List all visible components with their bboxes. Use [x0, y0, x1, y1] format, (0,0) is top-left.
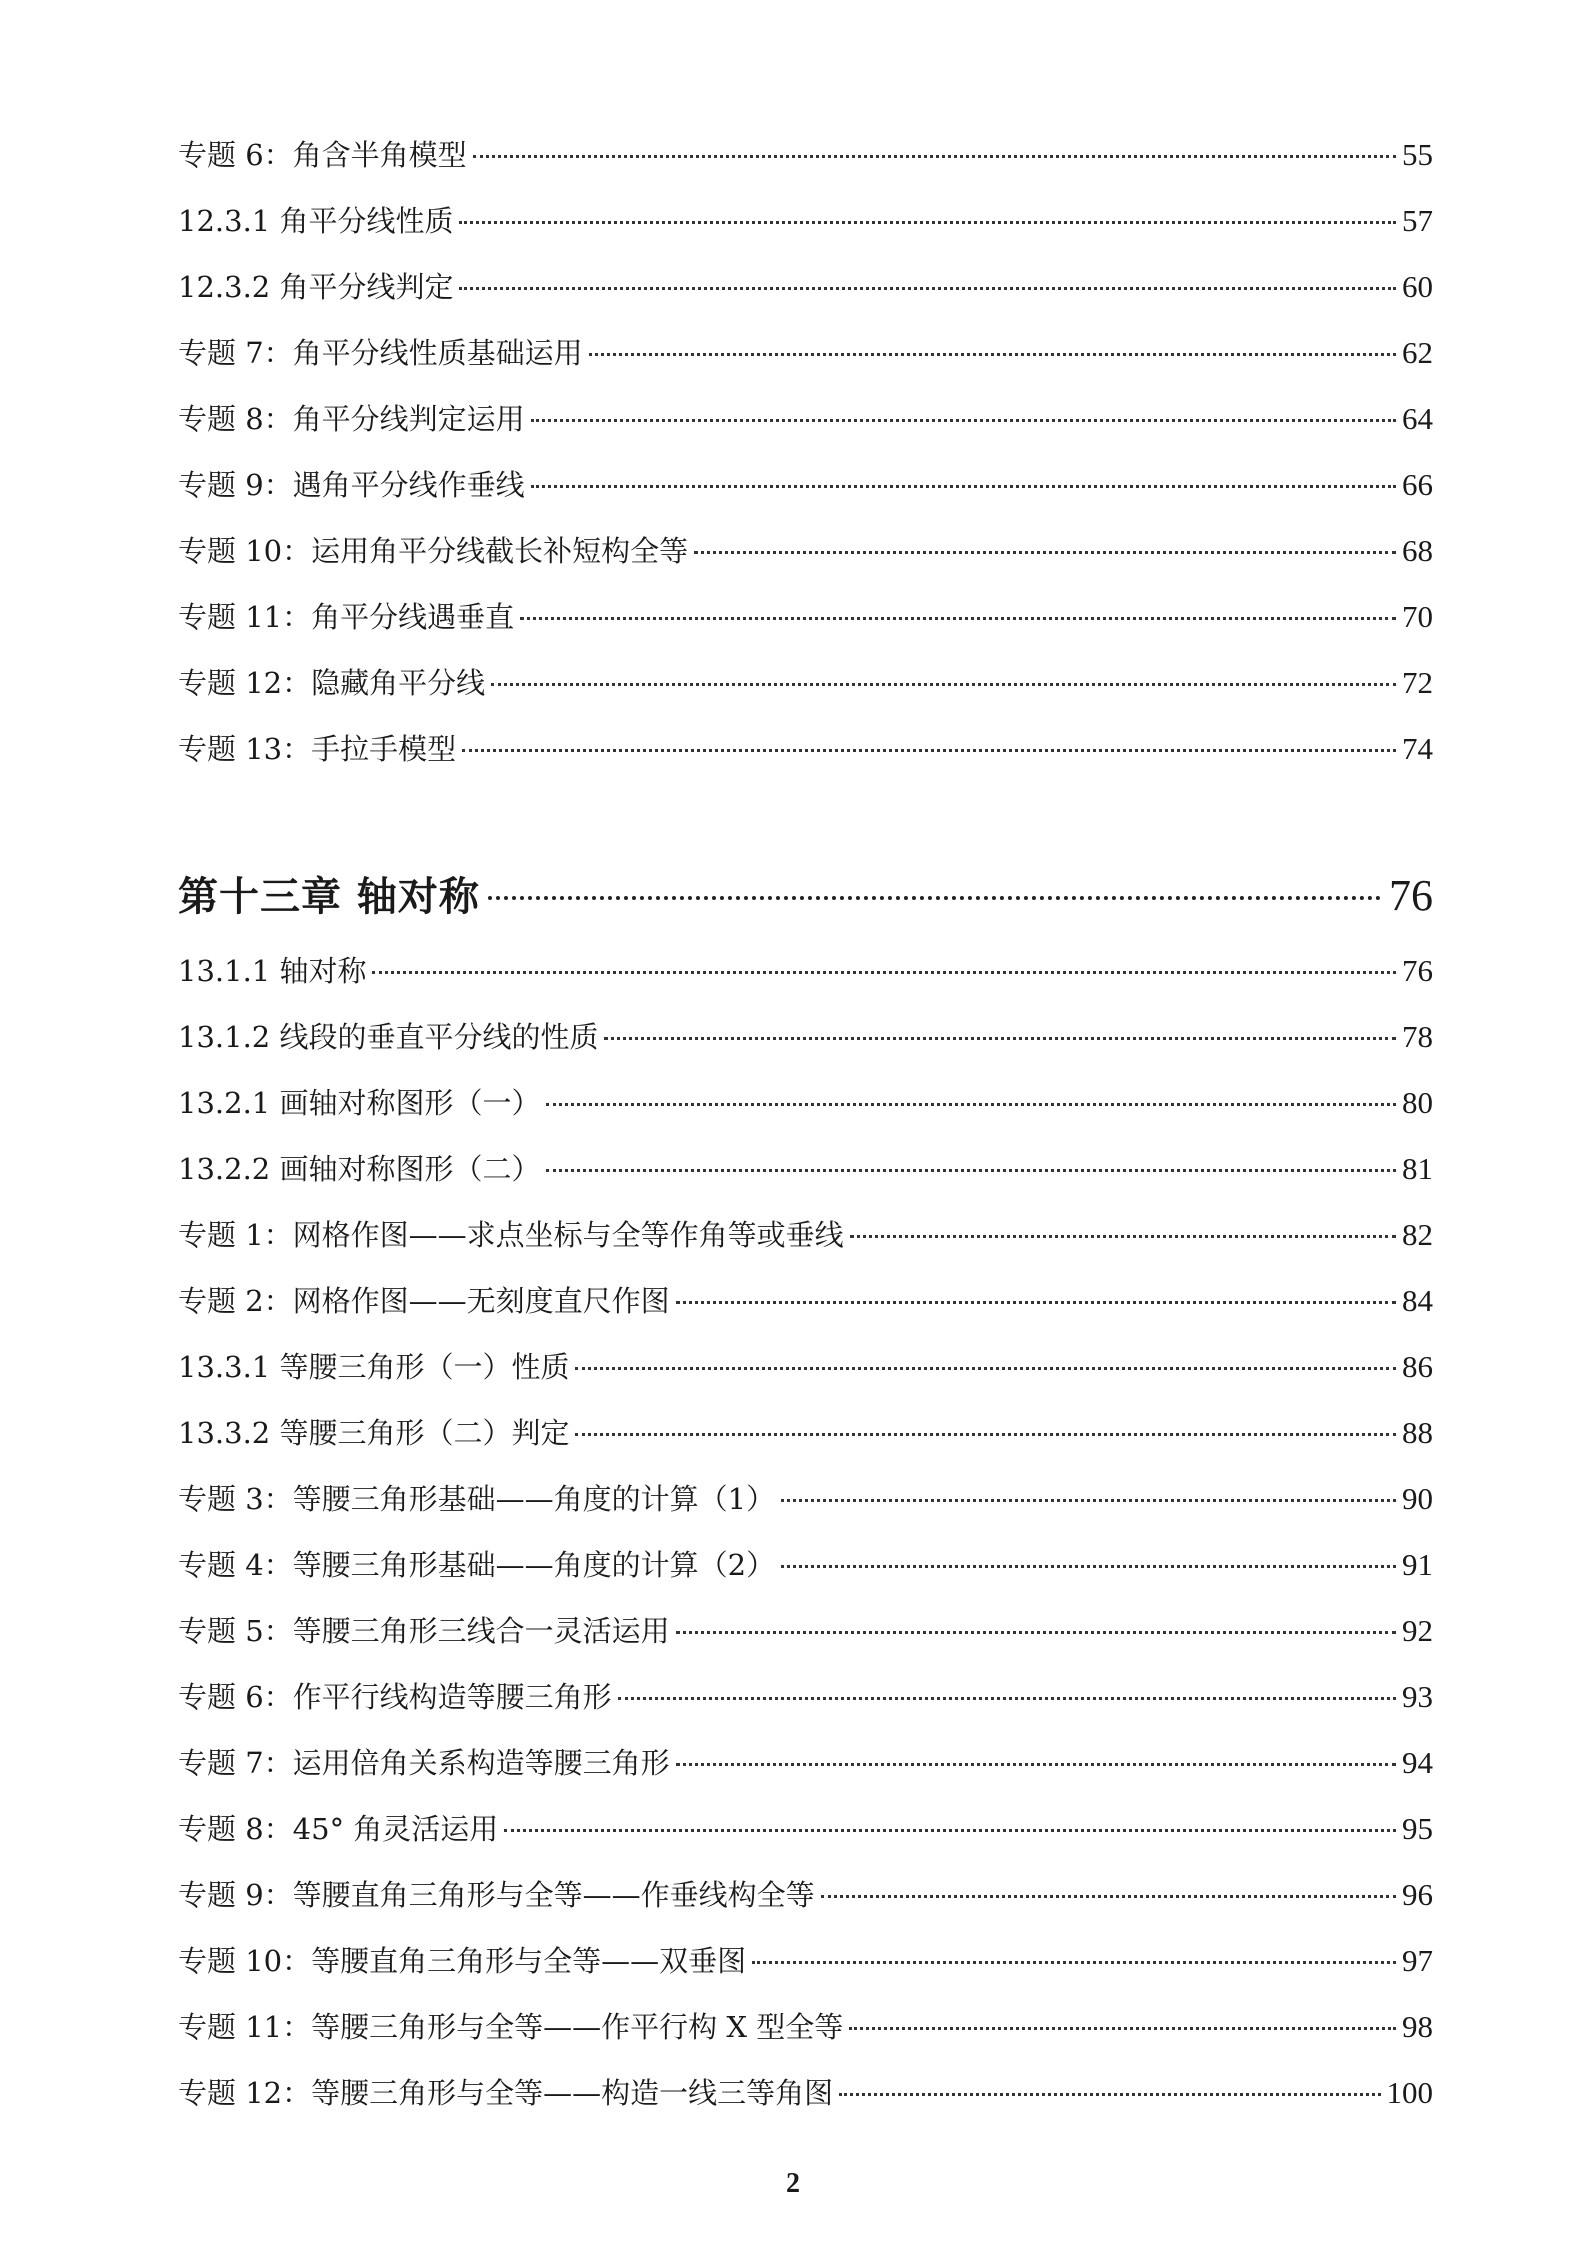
toc-entry-label: 专题 5：等腰三角形三线合一灵活运用: [178, 1614, 670, 1648]
toc-entry[interactable]: [178, 1136, 1433, 1202]
toc-entry[interactable]: [178, 1400, 1433, 1466]
toc-entry-label: 专题 11：角平分线遇垂直: [178, 600, 515, 634]
toc-leader-dots: [459, 221, 1396, 224]
toc-entry-label: 专题 4：等腰三角形基础——角度的计算（2）: [178, 1548, 776, 1582]
toc-entry-page: 72: [1402, 665, 1433, 700]
toc-leader-dots: [604, 1037, 1396, 1040]
toc-entry-page: 76: [1402, 953, 1433, 988]
toc-leader-dots: [850, 1235, 1396, 1238]
toc-entry-page: 66: [1402, 467, 1433, 502]
toc-entry[interactable]: [178, 650, 1433, 716]
page-number: 2: [786, 2168, 800, 2199]
toc-entry[interactable]: [178, 452, 1433, 518]
toc-entry-page: 62: [1402, 335, 1433, 370]
toc-entry[interactable]: [178, 254, 1433, 320]
toc-entry-page: 55: [1402, 137, 1433, 172]
toc-entry[interactable]: [178, 320, 1433, 386]
toc-entry[interactable]: [178, 1070, 1433, 1136]
toc-entry-label: 专题 7：运用倍角关系构造等腰三角形: [178, 1746, 670, 1780]
toc-entry[interactable]: [178, 1664, 1433, 1730]
toc-leader-dots: [531, 485, 1396, 488]
toc-entry-page: 64: [1402, 401, 1433, 436]
toc-chapter-heading-block: [178, 856, 1433, 936]
toc-entry-label: 专题 6：角含半角模型: [178, 138, 467, 172]
toc-entry-label: 12.3.1 角平分线性质: [178, 204, 454, 238]
toc-entry[interactable]: [178, 2060, 1433, 2126]
toc-leader-dots: [821, 1895, 1396, 1898]
toc-entry-page: 80: [1402, 1085, 1433, 1120]
toc-entry[interactable]: [178, 122, 1433, 188]
toc-entry-page: 86: [1402, 1349, 1433, 1384]
toc-leader-dots: [781, 1499, 1396, 1502]
toc-entry-label: 12.3.2 角平分线判定: [178, 270, 454, 304]
toc-entry-page: 90: [1402, 1481, 1433, 1516]
toc-entry[interactable]: [178, 1862, 1433, 1928]
toc-entry-label: 专题 9：遇角平分线作垂线: [178, 468, 525, 502]
toc-entry-page: 93: [1402, 1679, 1433, 1714]
toc-entry-page: 98: [1402, 2009, 1433, 2044]
toc-entry-label: 专题 12：等腰三角形与全等——构造一线三等角图: [178, 2076, 834, 2110]
toc-entry-page: 84: [1402, 1283, 1433, 1318]
toc-leader-dots: [575, 1433, 1396, 1436]
toc-entry[interactable]: [178, 386, 1433, 452]
toc-entry[interactable]: [178, 1334, 1433, 1400]
toc-leader-dots: [473, 155, 1396, 158]
chapter-heading-label: 第十三章 轴对称: [178, 874, 480, 920]
toc-leader-dots: [504, 1829, 1396, 1832]
toc-entry[interactable]: [178, 1796, 1433, 1862]
toc-leader-dots: [491, 683, 1396, 686]
toc-entry-label: 13.3.1 等腰三角形（一）性质: [178, 1350, 570, 1384]
toc-entry[interactable]: [178, 1928, 1433, 1994]
toc-leader-dots: [531, 419, 1396, 422]
toc-entry-label: 专题 10：运用角平分线截长补短构全等: [178, 534, 689, 568]
toc-entry-label: 专题 2：网格作图——无刻度直尺作图: [178, 1284, 670, 1318]
toc-entry-label: 专题 11：等腰三角形与全等——作平行构 X 型全等: [178, 2010, 844, 2044]
toc-entry[interactable]: [178, 1202, 1433, 1268]
toc-entry-page: 88: [1402, 1415, 1433, 1450]
toc-entry[interactable]: [178, 1466, 1433, 1532]
toc-entry-label: 专题 12：隐藏角平分线: [178, 666, 486, 700]
toc-entry-page: 68: [1402, 533, 1433, 568]
toc-leader-dots: [618, 1697, 1396, 1700]
toc-entry-page: 57: [1402, 203, 1433, 238]
toc-leader-dots: [546, 1169, 1396, 1172]
toc-leader-dots: [694, 551, 1396, 554]
toc-entry[interactable]: [178, 518, 1433, 584]
toc-leader-dots: [462, 749, 1396, 752]
chapter-heading-entry[interactable]: [178, 856, 1433, 936]
toc-entry-label: 13.1.1 轴对称: [178, 954, 367, 988]
toc-entry-label: 13.1.2 线段的垂直平分线的性质: [178, 1020, 599, 1054]
toc-entry-page: 96: [1402, 1877, 1433, 1912]
toc-entry-label: 专题 1：网格作图——求点坐标与全等作角等或垂线: [178, 1218, 844, 1252]
toc-entry-label: 13.2.1 画轴对称图形（一）: [178, 1086, 541, 1120]
toc-entry[interactable]: [178, 1004, 1433, 1070]
toc-leader-dots: [676, 1631, 1396, 1634]
toc-entry[interactable]: [178, 1730, 1433, 1796]
toc-leader-dots: [839, 2093, 1380, 2096]
toc-leader-dots: [676, 1763, 1396, 1766]
toc-entry-page: 78: [1402, 1019, 1433, 1054]
toc-entry-label: 专题 13：手拉手模型: [178, 732, 457, 766]
toc-leader-dots: [488, 896, 1381, 900]
toc-entry[interactable]: [178, 584, 1433, 650]
toc-entry-page: 70: [1402, 599, 1433, 634]
toc-entry-page: 92: [1402, 1613, 1433, 1648]
toc-leader-dots: [849, 2027, 1396, 2030]
chapter-heading-page: 76: [1389, 871, 1433, 920]
toc-leader-dots: [546, 1103, 1396, 1106]
toc-entry[interactable]: [178, 1532, 1433, 1598]
toc-section-chapter-13: [178, 938, 1433, 2126]
toc-leader-dots: [372, 971, 1396, 974]
toc-entry[interactable]: [178, 1994, 1433, 2060]
toc-entry-label: 专题 9：等腰直角三角形与全等——作垂线构全等: [178, 1878, 815, 1912]
toc-entry-page: 74: [1402, 731, 1433, 766]
toc-entry-page: 97: [1402, 1943, 1433, 1978]
toc-entry-label: 13.2.2 画轴对称图形（二）: [178, 1152, 541, 1186]
toc-entry[interactable]: [178, 188, 1433, 254]
toc-leader-dots: [575, 1367, 1396, 1370]
toc-leader-dots: [781, 1565, 1396, 1568]
toc-entry-label: 专题 3：等腰三角形基础——角度的计算（1）: [178, 1482, 776, 1516]
toc-entry-label: 专题 8：角平分线判定运用: [178, 402, 525, 436]
toc-entry[interactable]: [178, 938, 1433, 1004]
toc-leader-dots: [459, 287, 1396, 290]
toc-entry-page: 82: [1402, 1217, 1433, 1252]
toc-entry-label: 专题 8：45° 角灵活运用: [178, 1812, 499, 1846]
toc-section-chapter-12-tail: [178, 122, 1433, 782]
toc-entry-page: 91: [1402, 1547, 1433, 1582]
toc-entry-label: 13.3.2 等腰三角形（二）判定: [178, 1416, 570, 1450]
toc-leader-dots: [676, 1301, 1396, 1304]
toc-leader-dots: [752, 1961, 1396, 1964]
toc-entry[interactable]: [178, 716, 1433, 782]
toc-entry-label: 专题 6：作平行线构造等腰三角形: [178, 1680, 612, 1714]
toc-entry-page: 81: [1402, 1151, 1433, 1186]
toc-leader-dots: [520, 617, 1396, 620]
toc-entry[interactable]: [178, 1598, 1433, 1664]
toc-leader-dots: [589, 353, 1396, 356]
toc-entry-label: 专题 7：角平分线性质基础运用: [178, 336, 583, 370]
toc-entry[interactable]: [178, 1268, 1433, 1334]
toc-entry-page: 95: [1402, 1811, 1433, 1846]
toc-entry-page: 60: [1402, 269, 1433, 304]
toc-entry-page: 100: [1386, 2075, 1433, 2110]
toc-entry-page: 94: [1402, 1745, 1433, 1780]
toc-entry-label: 专题 10：等腰直角三角形与全等——双垂图: [178, 1944, 747, 1978]
